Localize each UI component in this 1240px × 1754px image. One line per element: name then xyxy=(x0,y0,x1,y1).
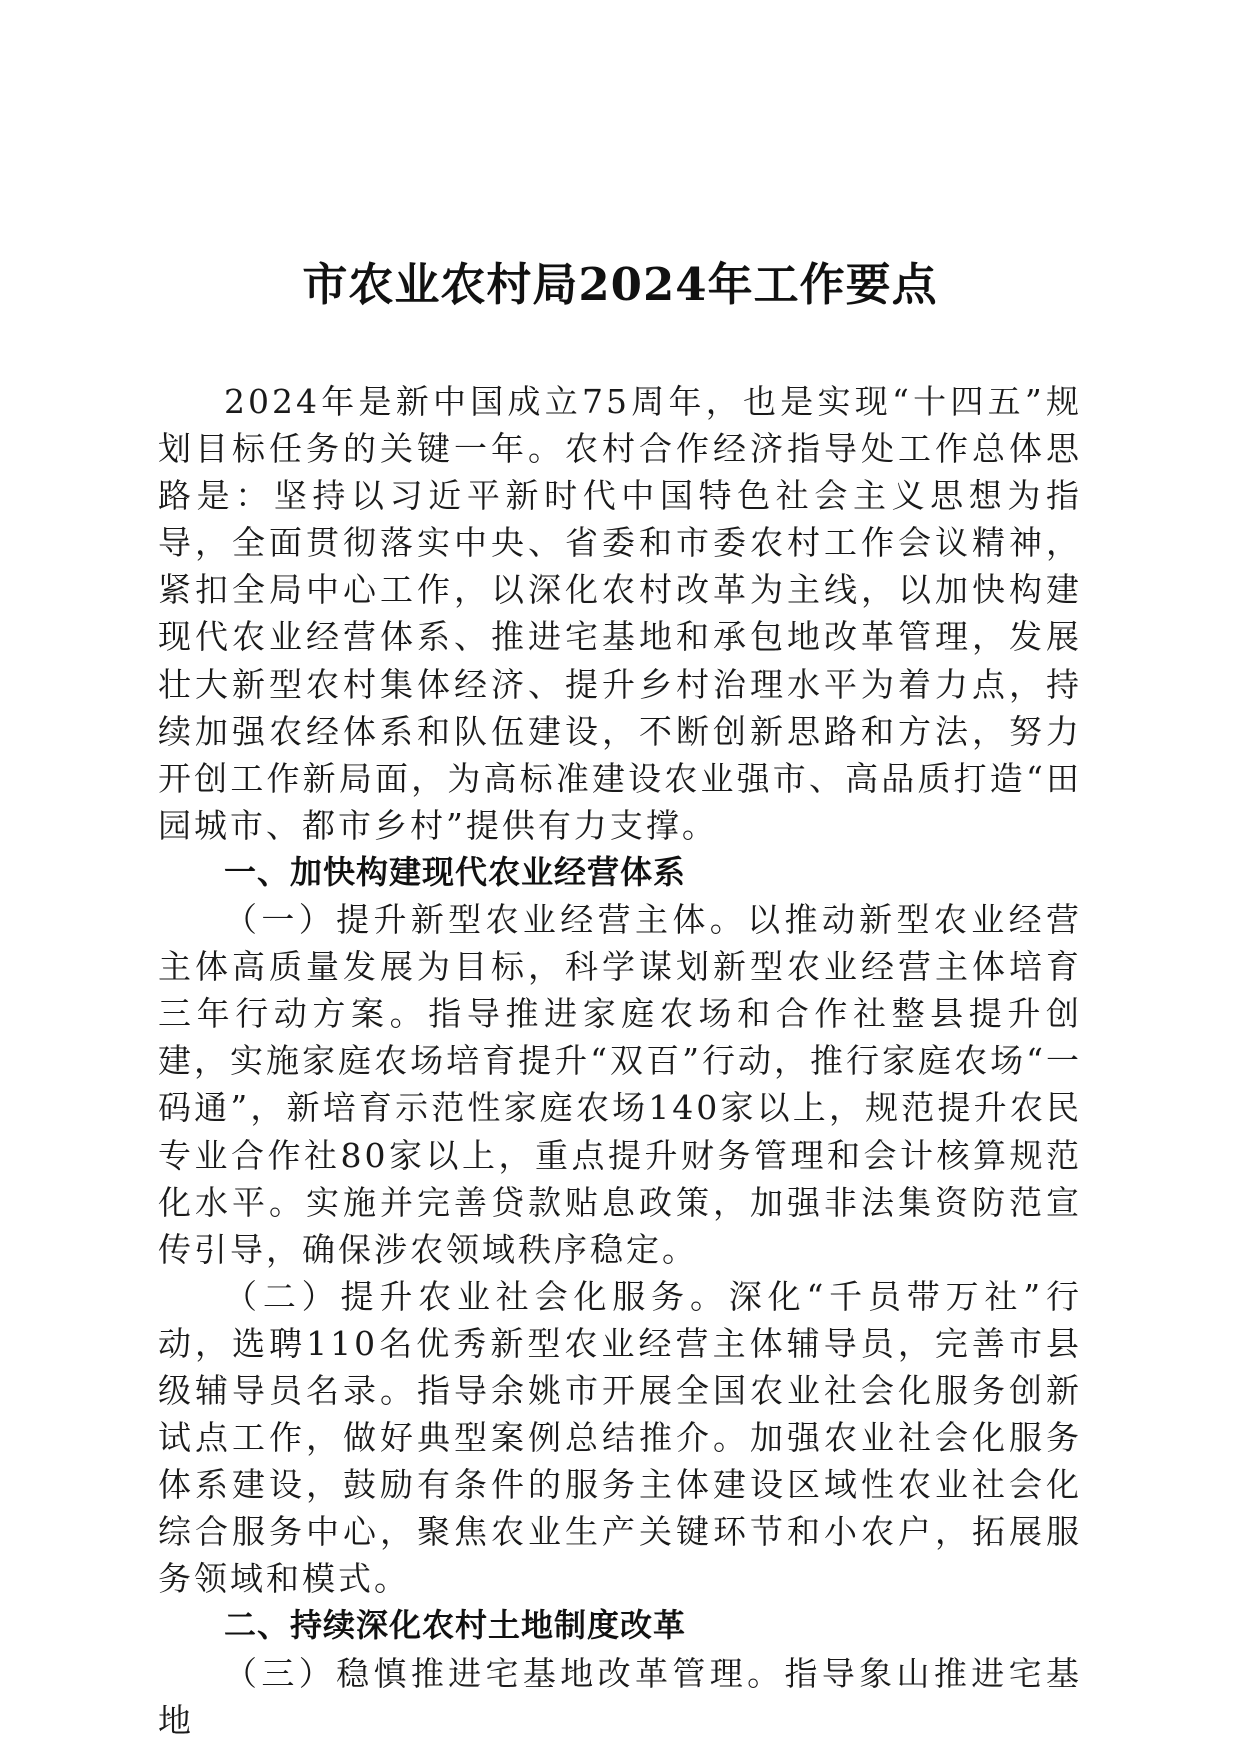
intro-paragraph: 2024年是新中国成立75周年，也是实现“十四五”规划目标任务的关键一年。农村合作经济指导处工作总体思路是：坚持以习近平新时代中国特色社会主义思想为指导，全面贯彻落实中央、省委和市委农村工作会议精神，紧扣全局中心工作，以深化农村改革为主线，以加快构建现代农业经营体系、推进宅基地和承包地改革管理，发展壮大新型农村集体经济、提升乡村治理水平为着力点，持续加强农经体系和队伍建设，不断创新思路和方法，努力开创工作新局面，为高标准建设农业强市、高品质打造“田园城市、都市乡村”提供有力支撑。 xyxy=(158,382,1082,845)
section-heading-2: 二、持续深化农村土地制度改革 xyxy=(224,1606,687,1645)
paragraph-item-3: （三）稳慎推进宅基地改革管理。指导象山推进宅基地 xyxy=(158,1653,1082,1740)
document-body xyxy=(158,378,1082,1744)
document-title: 市农业农村局2024年工作要点 xyxy=(302,258,938,311)
section-heading-1: 一、加快构建现代农业经营体系 xyxy=(224,852,687,891)
paragraph-item-2: （二）提升农业社会化服务。深化“千员带万社”行动，选聘110名优秀新型农业经营主体辅导员，完善市县级辅导员名录。指导余姚市开展全国农业社会化服务创新试点工作，做好典型案例总结推介。加强农业社会化服务体系建设，鼓励有条件的服务主体建设区域性农业社会化综合服务中心，聚焦农业生产关键环节和小农户，拓展服务领域和模式。 xyxy=(158,1276,1082,1599)
paragraph-item-1: （一）提升新型农业经营主体。以推动新型农业经营主体高质量发展为目标，科学谋划新型农业经营主体培育三年行动方案。指导推进家庭农场和合作社整县提升创建，实施家庭农场培育提升“双百”行动，推行家庭农场“一码通”，新培育示范性家庭农场140家以上，规范提升农民专业合作社80家以上，重点提升财务管理和会计核算规范化水平。实施并完善贷款贴息政策，加强非法集资防范宣传引导，确保涉农领域秩序稳定。 xyxy=(158,900,1082,1269)
